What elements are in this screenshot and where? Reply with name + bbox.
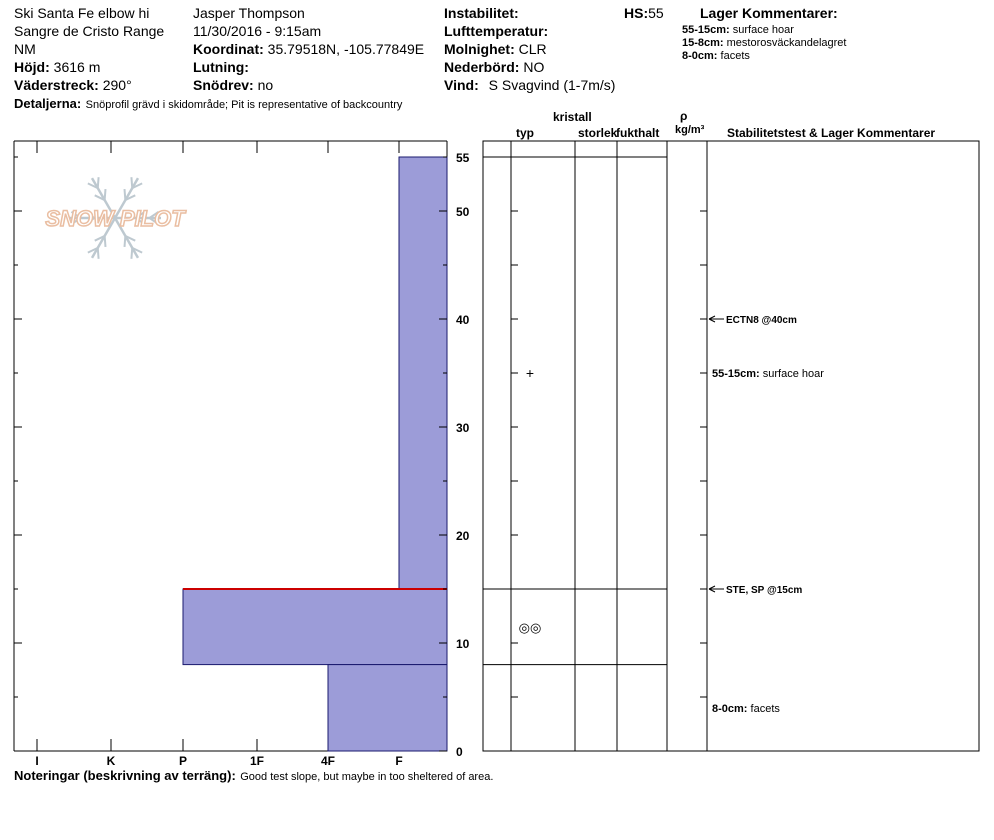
precip-label: Nederbörd:: [444, 59, 520, 75]
coordinate-label: Koordinat:: [193, 41, 264, 57]
depth-tick-label: 0: [456, 745, 463, 759]
depth-tick-label: 55: [456, 151, 470, 165]
comment-range: 8-0cm:: [712, 702, 751, 715]
observer-text: Jasper Thompson: [193, 5, 305, 21]
hardness-tick-label: P: [178, 754, 188, 768]
cloud-value: CLR: [518, 41, 547, 57]
snowflake-branch: [131, 248, 132, 259]
rho-header: ρ: [680, 109, 688, 123]
comment-text: surface hoar: [762, 368, 824, 380]
moisture-header: fukthalt: [616, 126, 660, 140]
details-value: Snöprofil grävd i skidområde; Pit is representative of backcountry: [85, 99, 403, 111]
crystal-symbol: +: [525, 365, 535, 381]
snowflake-branch: [125, 189, 126, 200]
layer-comment-text: facets: [720, 50, 750, 62]
location-text: Ski Santa Fe elbow hi: [14, 5, 150, 21]
hardness-tick-label: 1F: [249, 754, 265, 768]
wind-row: [444, 78, 615, 92]
layer-comment-2: [682, 38, 846, 49]
depth-tick-label: 50: [456, 205, 470, 219]
hardness-tick-label: I: [35, 754, 39, 768]
snowflake-branch: [98, 177, 99, 188]
layer-comment-range: 15-8cm:: [682, 37, 724, 49]
notes-value: Good test slope, but maybe in too sheltered of area.: [240, 771, 494, 783]
hs-row: [624, 6, 664, 20]
aspect-row: [14, 78, 132, 92]
type-header: typ: [516, 126, 534, 140]
stability-comment-label: [712, 368, 824, 380]
stability-comment-label: [712, 703, 780, 715]
depth-tick-label: 10: [456, 637, 470, 651]
airtemp-label: Lufttemperatur:: [444, 23, 549, 39]
drift-row: [193, 78, 273, 92]
notes-label: Noteringar (beskrivning av terräng):: [14, 768, 236, 783]
snowpilot-logo-text: SNOW PILOT: [45, 206, 185, 231]
stability-test-label: STE, SP @15cm: [726, 585, 803, 596]
hardness-tick-label: 4F: [320, 754, 336, 768]
layer-comments-title: Lager Kommentarer:: [700, 5, 838, 21]
hardness-tick-label: F: [395, 754, 403, 768]
crystal-symbol: ◎◎: [518, 619, 542, 635]
layer-comment-1: [682, 25, 794, 36]
size-header: storlek: [578, 126, 618, 140]
right-table-frame: [483, 141, 979, 751]
elevation-row: [14, 60, 100, 74]
layer-comment-range: 8-0cm:: [682, 50, 718, 62]
hs-value: 55: [648, 5, 664, 21]
cloud-row: [444, 42, 547, 56]
drift-value: no: [257, 77, 274, 93]
layer-comment-range: 55-15cm:: [682, 24, 730, 36]
coordinate-row: [193, 42, 424, 56]
details-row: [14, 96, 402, 112]
layer-comment-3: [682, 51, 750, 62]
snow-layer-bar: [399, 157, 447, 589]
range-text: Sangre de Cristo Range: [14, 23, 165, 39]
depth-tick-label: 30: [456, 421, 470, 435]
slope-row: [193, 60, 249, 74]
hs-label: HS:: [624, 5, 649, 21]
snow-layer-bar: [328, 665, 447, 751]
aspect-label: Väderstreck:: [14, 77, 99, 93]
elevation-value: 3616 m: [53, 59, 101, 75]
aspect-value: 290°: [102, 77, 132, 93]
stability-test-label: ECTN8 @40cm: [726, 315, 797, 326]
comment-range: 55-15cm:: [712, 368, 763, 380]
density-unit-header: kg/m³: [675, 124, 705, 136]
slope-label: Lutning:: [193, 59, 249, 75]
cloud-label: Molnighet:: [444, 41, 515, 57]
notes-row: [14, 768, 493, 784]
stability-header: Stabilitetstest & Lager Kommentarer: [727, 126, 936, 140]
comment-text: facets: [750, 702, 780, 715]
datetime-text: 11/30/2016 - 9:15am: [193, 23, 322, 39]
layer-comment-text: mestorosväckandelagret: [726, 37, 847, 49]
snowpilot-logo: [45, 177, 186, 259]
snow-layer-bar: [183, 589, 447, 665]
wind-value: S Svagvind (1-7m/s): [488, 77, 616, 93]
depth-tick-label: 20: [456, 529, 470, 543]
state-text: NM: [14, 41, 36, 57]
crystal-header: kristall: [553, 110, 592, 124]
snowflake-branch: [105, 189, 106, 200]
snowflake-branch: [98, 248, 99, 259]
elevation-label: Höjd:: [14, 59, 50, 75]
precip-row: [444, 60, 544, 74]
coordinate-value: 35.79518N, -105.77849E: [267, 41, 425, 57]
hardness-tick-label: K: [106, 754, 116, 768]
details-label: Detaljerna:: [14, 96, 82, 111]
instability-label: Instabilitet:: [444, 5, 519, 21]
snowflake-branch: [131, 177, 132, 188]
drift-label: Snödrev:: [193, 77, 254, 93]
snowflake-branch: [105, 236, 106, 247]
wind-label: Vind:: [444, 77, 479, 93]
depth-tick-label: 40: [456, 313, 470, 327]
snowflake-branch: [125, 236, 126, 247]
precip-value: NO: [523, 59, 545, 75]
layer-comment-text: surface hoar: [732, 24, 794, 36]
